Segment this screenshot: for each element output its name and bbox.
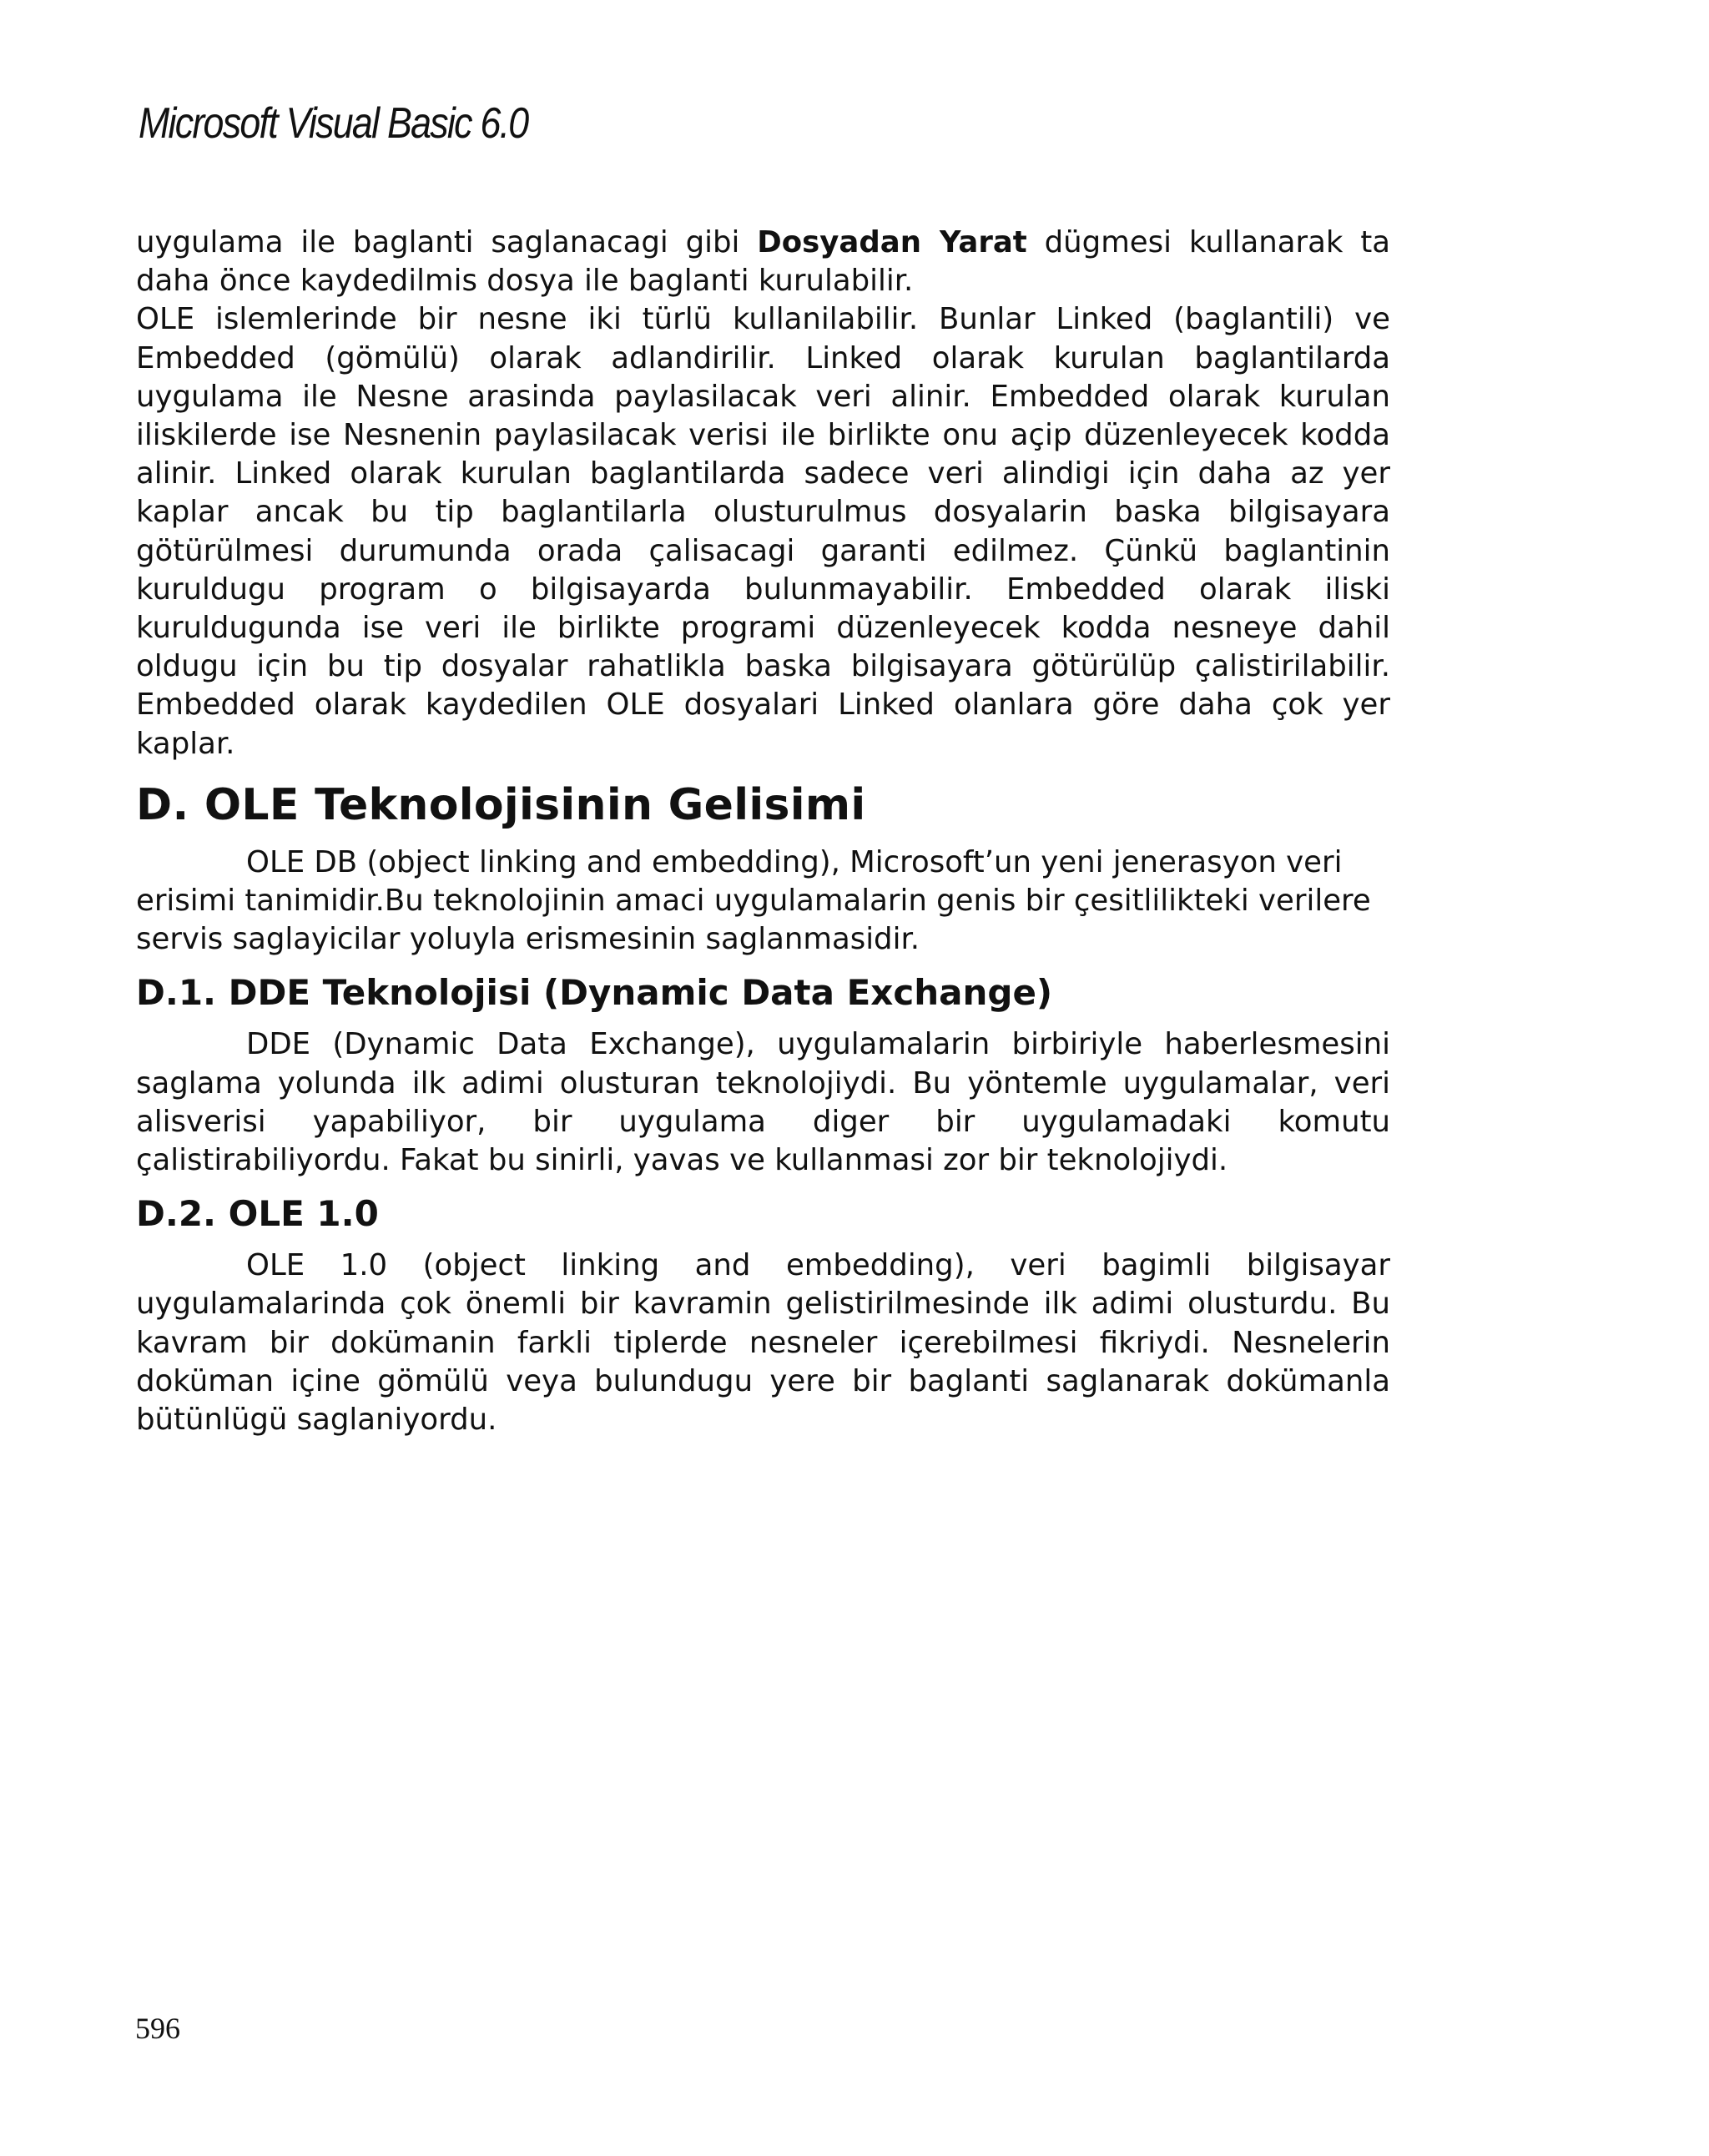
paragraph-linked-embedded: OLE islemlerinde bir nesne iki türlü kullanilabilir. Bunlar Linked (baglantili) ve Embedded (gömülü) olarak adlandirilir. Linked olarak kurulan baglantilarda uygulama ile Nesne arasinda paylasilacak veri alinir. Embedded olarak kurulan iliskilerde ise Nesnenin paylasilacak verisi ile birlikte onu açip düzenleyecek kodda alinir. Linked olarak kurulan baglantilarda sadece veri alindigi için daha az yer kaplar ancak bu tip baglantilarla olusturulmus dosyalarin baska bilgisayara götürülmesi durumunda orada çalisacagi garanti edilmez. Çünkü baglantinin kuruldugu program o bilgisayarda bulunmayabilir. Embedded olarak iliski kuruldugunda ise veri ile birlikte programi düzenleyecek kodda nesneye dahil oldugu için bu tip dosyalar rahatlikla baska bilgisayara götürülüp çalistirilabilir. Embedded olarak kaydedilen OLE dosyalari Linked olanlara göre daha çok yer kaplar. <box>136 302 1390 761</box>
page-content <box>136 224 1390 1439</box>
paragraph-continuation <box>136 224 1390 300</box>
paragraph-dde: DDE (Dynamic Data Exchange), uygulamalarin birbiriyle haberlesmesini saglama yolunda ilk adimi olusturan teknolojiydi. Bu yöntemle uygulamalar, veri alisverisi yapabiliyor, bir uygulama diger bir uygulamadaki komutu çalistirabiliyordu. Fakat bu sinirli, yavas ve kullanmasi zor bir teknolojiydi. <box>136 1027 1390 1178</box>
bold-term-dosyadan-yarat: Dosyadan Yarat <box>757 225 1027 259</box>
page-number: 596 <box>135 2012 180 2045</box>
running-header: Microsoft Visual Basic 6.0 <box>139 99 528 148</box>
paragraph-text: dügmesi kullanarak ta daha önce kaydedilmis dosya ile baglanti kurulabilir. <box>136 225 1391 299</box>
paragraph-ole-db: OLE DB (object linking and embedding), Microsoft’un yeni jenerasyon veri erisimi tanimidir.Bu teknolojinin amaci uygulamalarin genis bir çesitlilikteki verilere servis saglayicilar yoluyla erismesinin saglanmasidir. <box>136 844 1371 957</box>
paragraph-ole-1-0: OLE 1.0 (object linking and embedding), veri bagimli bilgisayar uygulamalarinda çok önemli bir kavramin gelistirilmesinde ilk adimi olusturdu. Bu kavram bir dokümanin farkli tiplerde nesneler içerebilmesi fikriydi. Nesnelerin doküman içine gömülü veya bulundugu yere bir baglanti saglanarak dokümanla bütünlügü saglaniyordu. <box>136 1248 1390 1438</box>
section-heading-d: D. OLE Teknolojisinin Gelisimi <box>136 779 866 830</box>
section-heading-d1: D.1. DDE Teknolojisi (Dynamic Data Exchange) <box>136 972 1053 1014</box>
section-heading-d2: D.2. OLE 1.0 <box>136 1193 379 1235</box>
paragraph-text: uygulama ile baglanti saglanacagi gibi <box>136 225 758 259</box>
